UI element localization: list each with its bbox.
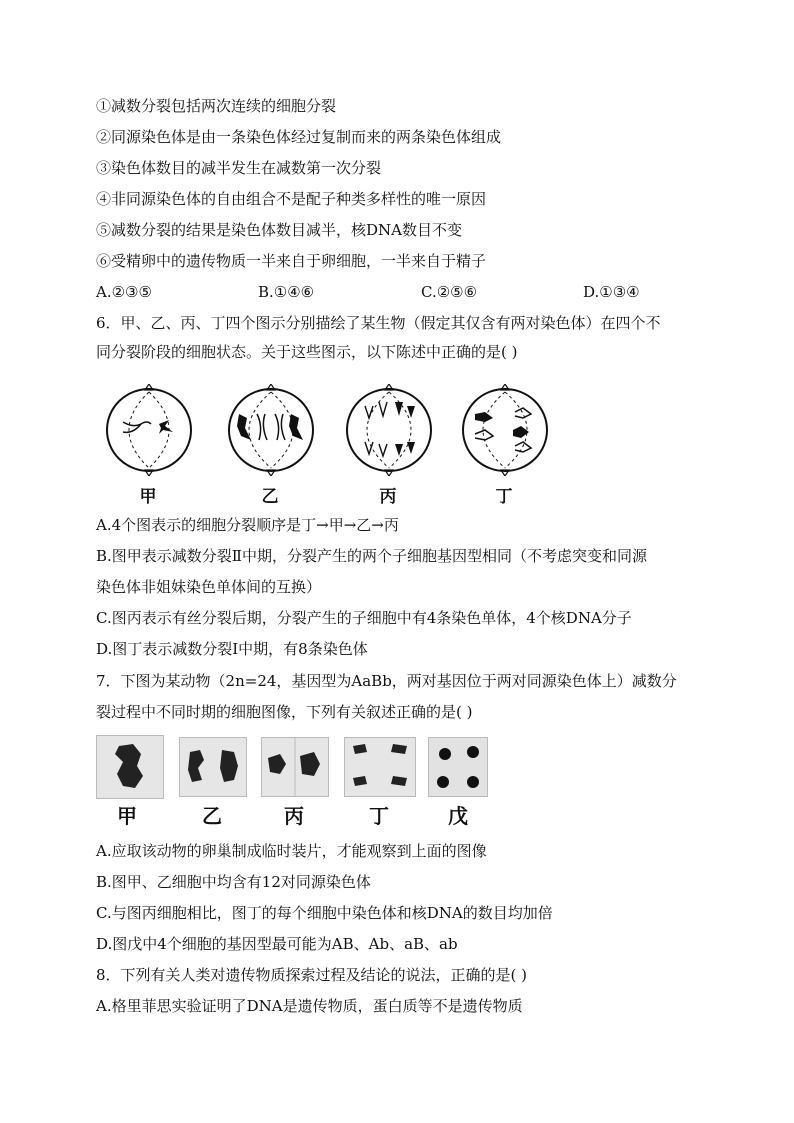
micrograph-ding	[344, 737, 416, 797]
q8-stem: 8．下列有关人类对遗传物质探索过程及结论的说法，正确的是( )	[96, 966, 528, 984]
q5-statement-6: ⑥受精卵中的遗传物质一半来自于卵细胞，一半来自于精子	[96, 252, 487, 270]
q6-option-b: B.图甲表示减数分裂Ⅱ中期，分裂产生的两个子细胞基因型相同（不考虑突变和同源	[96, 547, 647, 565]
q5-option-b: B.①④⑥	[258, 283, 315, 301]
q7-stem-line1: 7．下图为某动物（2n=24，基因型为AaBb，两对基因位于两对同源染色体上）减数分	[96, 672, 677, 690]
cell-diagram-jia	[103, 384, 195, 476]
q7-option-c: C.与图丙细胞相比，图丁的每个细胞中染色体和核DNA的数目均加倍	[96, 904, 553, 922]
q7-option-b: B.图甲、乙细胞中均含有12对同源染色体	[96, 873, 371, 891]
q7-figure-label-jia: 甲	[117, 804, 137, 828]
q6-figure-label-bing: 丙	[379, 487, 397, 507]
q6-figure-label-jia: 甲	[139, 487, 157, 507]
q6-option-a: A.4个图表示的细胞分裂顺序是丁→甲→乙→丙	[96, 516, 399, 534]
q6-option-d: D.图丁表示减数分裂I中期，有8条染色体	[96, 640, 368, 658]
q5-statement-4: ④非同源染色体的自由组合不是配子种类多样性的唯一原因	[96, 190, 487, 208]
cell-diagram-yi	[225, 384, 317, 476]
q5-option-a: A.②③⑤	[96, 283, 152, 301]
micrograph-yi	[179, 737, 247, 797]
q6-stem-line1: 6．甲、乙、丙、丁四个图示分别描绘了某生物（假定其仅含有两对染色体）在四个不	[96, 314, 661, 332]
q7-option-d: D.图戊中4个细胞的基因型最可能为AB、Ab、aB、ab	[96, 935, 458, 953]
q5-statement-5: ⑤减数分裂的结果是染色体数目减半，核DNA数目不变	[96, 221, 462, 239]
q6-figure-label-ding: 丁	[495, 487, 513, 507]
q5-statement-2: ②同源染色体是由一条染色体经过复制而来的两条染色体组成	[96, 128, 502, 146]
q5-option-c: C.②⑤⑥	[421, 283, 478, 301]
q6-stem-line2: 同分裂阶段的细胞状态。关于这些图示，以下陈述中正确的是( )	[96, 343, 518, 361]
q8-option-a: A.格里菲思实验证明了DNA是遗传物质，蛋白质等不是遗传物质	[96, 997, 523, 1015]
q7-stem-line2: 裂过程中不同时期的细胞图像，下列有关叙述正确的是( )	[96, 703, 473, 721]
q6-option-c: C.图丙表示有丝分裂后期，分裂产生的子细胞中有4条染色单体，4个核DNA分子	[96, 609, 632, 627]
micrograph-wu	[428, 737, 488, 797]
q7-option-a: A.应取该动物的卵巢制成临时装片，才能观察到上面的图像	[96, 842, 487, 860]
q6-option-b-cont: 染色体非姐妹染色单体间的互换）	[96, 578, 322, 596]
q7-figure-label-ding: 丁	[369, 804, 389, 828]
cell-diagram-ding	[459, 384, 551, 476]
micrograph-jia	[96, 735, 164, 799]
q7-figure-label-yi: 乙	[202, 804, 222, 828]
micrograph-bing	[261, 737, 329, 797]
q5-statement-1: ①减数分裂包括两次连续的细胞分裂	[96, 97, 337, 115]
q7-figure-label-bing: 丙	[284, 804, 304, 828]
cell-diagram-bing	[343, 384, 435, 476]
q5-option-d: D.①③④	[583, 283, 640, 301]
q7-figure-label-wu: 戊	[448, 804, 468, 828]
q6-figure-label-yi: 乙	[261, 487, 279, 507]
q5-statement-3: ③染色体数目的减半发生在减数第一次分裂	[96, 159, 382, 177]
